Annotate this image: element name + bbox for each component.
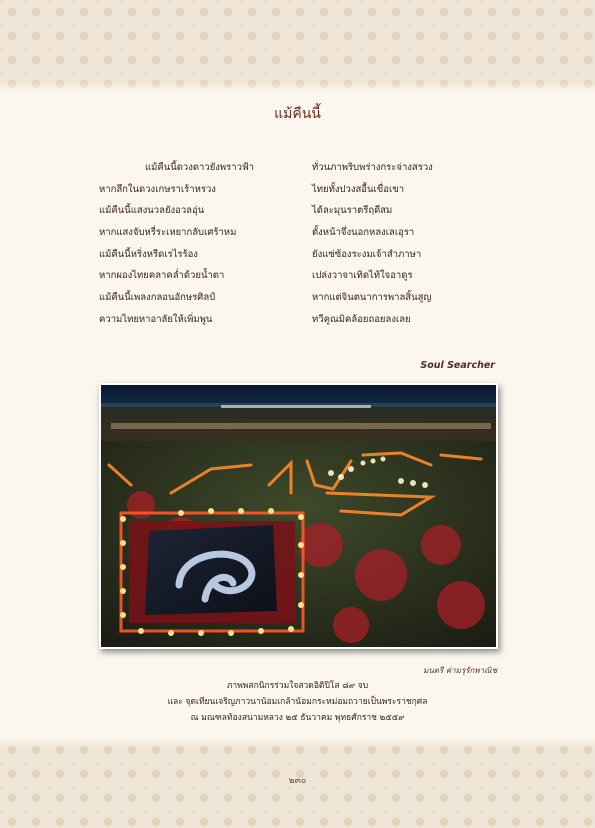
poem-line: ตั้งหน้าจึ่งนอกหลงเลเอุรา	[312, 227, 415, 239]
poem-line: ทวีคูณมิคล้อยถอยลงเลย	[312, 313, 411, 325]
poem-line: ได้ละมุนราตรีฤดีสม	[312, 205, 393, 217]
poem-line: ความไทยหาอาลัยให้เพิ่มพูน	[99, 313, 213, 325]
photo-caption	[0, 678, 595, 726]
poem-left-column	[99, 157, 254, 331]
poem-line: หากแต่จินตนาการพาลสิ้นสูญ	[312, 292, 432, 304]
poem-line: หากแสงจับหรี่ระเหยากลับเศร้าหม	[99, 227, 237, 239]
caption-line: ภาพพสกนิกรร่วมใจสวดอิติปิโส ๘๙ จบ	[226, 681, 369, 691]
poem-author: Soul Searcher	[420, 360, 495, 371]
poem-right-column	[312, 157, 433, 331]
poem-line: แม้คืนนี้เพลงกลอนอักษรศิลป์	[99, 292, 216, 304]
candle-ceremony-photo	[99, 383, 498, 649]
poem-line: แม้คืนนี้แสงนวลยังอวลอุ่น	[99, 205, 205, 217]
poem-title: แม้คืนนี้	[274, 106, 321, 122]
poem-line: เปล่งวาจาเทิดไท้ใจอาดูร	[312, 270, 413, 282]
poem-line: ยังแซ่ซ้องระงมเจ้าสำภาษา	[312, 248, 422, 260]
photo-credit: มนตรี ค่ามรุรักพาณิช	[423, 666, 497, 675]
poem-line: หากผองไทยคลาคล่ำด้วยน้ำตา	[99, 270, 225, 282]
poem-line: แม้คืนนี้ดวงดาวยังพราวฟ้า	[145, 162, 255, 173]
caption-line: ณ มณฑลท้องสนามหลวง ๒๕ ธันวาคม พุทธศักราช ๒๕๕๙	[190, 713, 405, 723]
poem-line: ทั่วนภาพริบพร่างกระจ่างสรวง	[312, 162, 433, 173]
caption-line: และ จุดเทียนเจริญภาวนาน้อมเกล้าน้อมกระหม่อมถวายเป็นพระราชกุศล	[167, 697, 428, 707]
poem-line: ไทยทั้งปวงสอื้นเขื่อเขา	[312, 183, 405, 195]
page-number: ๒๓๐	[288, 776, 307, 786]
photo-illustration	[101, 385, 496, 647]
poem-line: แม้คืนนี้หริ่งหรีดเรไรร้อง	[99, 248, 198, 260]
top-lace-border	[0, 0, 595, 92]
poem-line: หากลึกในดวงเกษราเร้าหรวง	[99, 183, 216, 195]
